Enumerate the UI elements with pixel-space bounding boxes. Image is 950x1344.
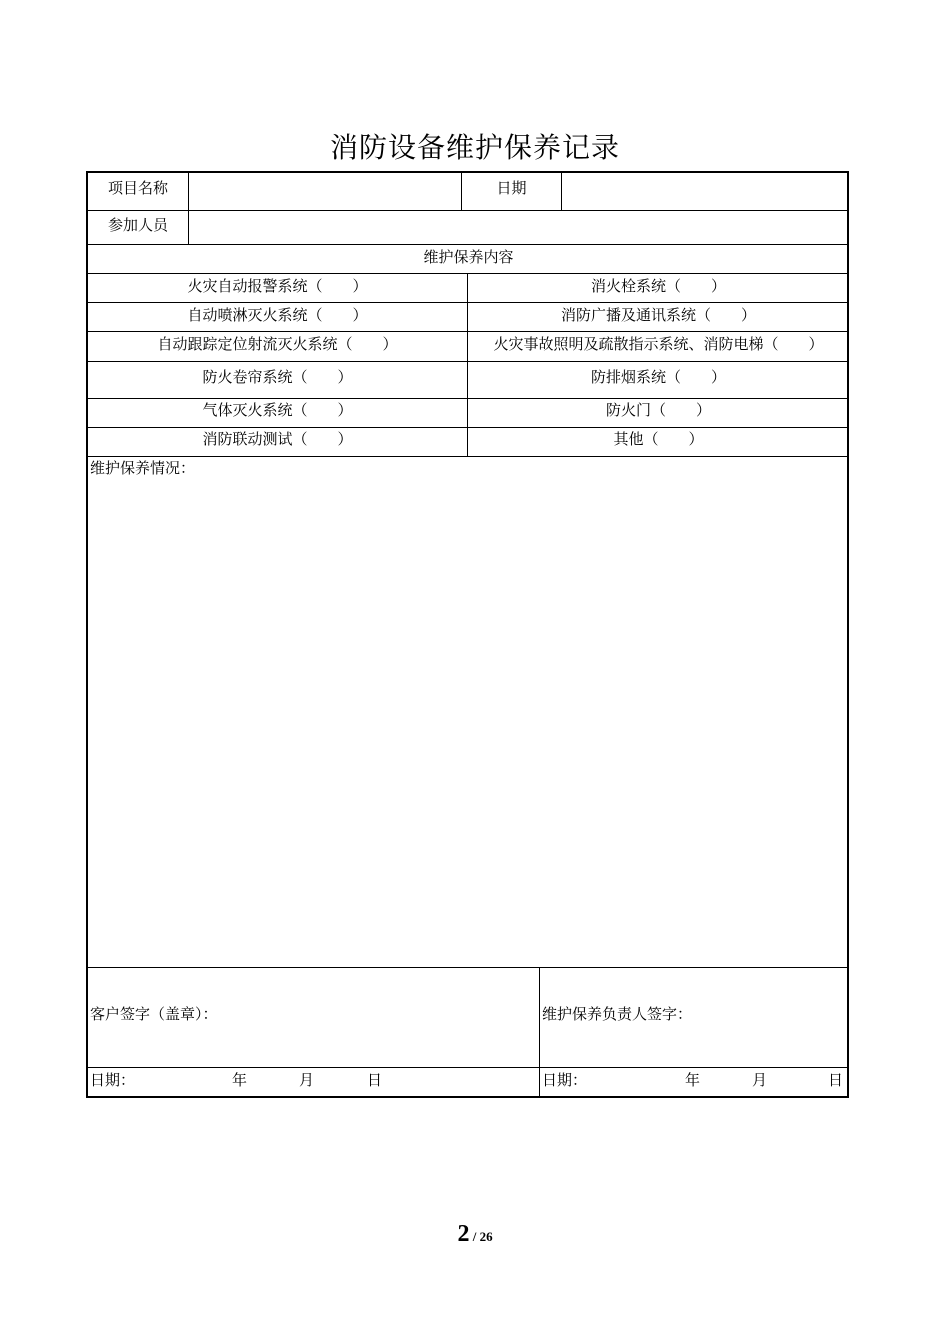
customer-date-year: 年 — [232, 1071, 248, 1089]
system-item[interactable]: 火灾事故照明及疏散指示系统、消防电梯（ ） — [493, 335, 824, 353]
row-divider — [88, 456, 849, 457]
maintenance-situation-area[interactable] — [88, 479, 849, 965]
system-item[interactable]: 防火卷帘系统（ ） — [202, 368, 353, 386]
document-title: 消防设备维护保养记录 — [329, 131, 620, 164]
system-item[interactable]: 消防联动测试（ ） — [202, 430, 353, 448]
current-page: 2 — [457, 1221, 470, 1247]
system-item[interactable]: 气体灭火系统（ ） — [202, 401, 353, 419]
row-divider — [88, 427, 849, 428]
system-item[interactable]: 火灾自动报警系统（ ） — [187, 277, 368, 295]
row-divider — [88, 273, 849, 274]
participants-field[interactable] — [189, 211, 849, 244]
maintainer-date-day: 日 — [828, 1071, 844, 1089]
row-divider — [88, 302, 849, 303]
system-item[interactable]: 防火门（ ） — [605, 401, 711, 419]
customer-date-label: 日期： — [90, 1071, 136, 1089]
maintenance-record-form — [86, 171, 849, 1098]
customer-signature-label: 客户签字（盖章）： — [90, 1005, 218, 1023]
customer-date-day: 日 — [367, 1071, 383, 1089]
content-heading: 维护保养内容 — [423, 248, 514, 266]
date-field[interactable] — [562, 173, 849, 210]
maintainer-date-label: 日期： — [542, 1071, 588, 1089]
row-divider — [88, 967, 849, 968]
row-divider — [88, 1067, 849, 1068]
customer-date-month: 月 — [299, 1071, 315, 1089]
system-item[interactable]: 防排烟系统（ ） — [590, 368, 726, 386]
column-divider — [539, 967, 540, 1098]
system-item[interactable]: 消防广播及通讯系统（ ） — [560, 306, 756, 324]
maintainer-date-year: 年 — [685, 1071, 701, 1089]
maintainer-signature-label: 维护保养负责人签字： — [542, 1005, 693, 1023]
maintainer-date-month: 月 — [752, 1071, 768, 1089]
system-item[interactable]: 消火栓系统（ ） — [590, 277, 726, 295]
row-divider — [88, 331, 849, 332]
system-item[interactable]: 自动喷淋灭火系统（ ） — [187, 306, 368, 324]
total-pages: 26 — [479, 1229, 493, 1244]
participants-label: 参加人员 — [107, 216, 168, 234]
project-name-label: 项目名称 — [107, 179, 168, 197]
page-separator: / — [469, 1229, 480, 1244]
row-divider — [88, 361, 849, 362]
row-divider — [88, 398, 849, 399]
page-number — [0, 1221, 950, 1248]
maintenance-situation-label: 维护保养情况： — [90, 459, 196, 477]
system-item[interactable]: 自动跟踪定位射流灭火系统（ ） — [157, 335, 398, 353]
system-item[interactable]: 其他（ ） — [613, 430, 704, 448]
date-label: 日期 — [496, 179, 527, 197]
project-name-field[interactable] — [189, 173, 461, 210]
row-divider — [88, 244, 849, 245]
